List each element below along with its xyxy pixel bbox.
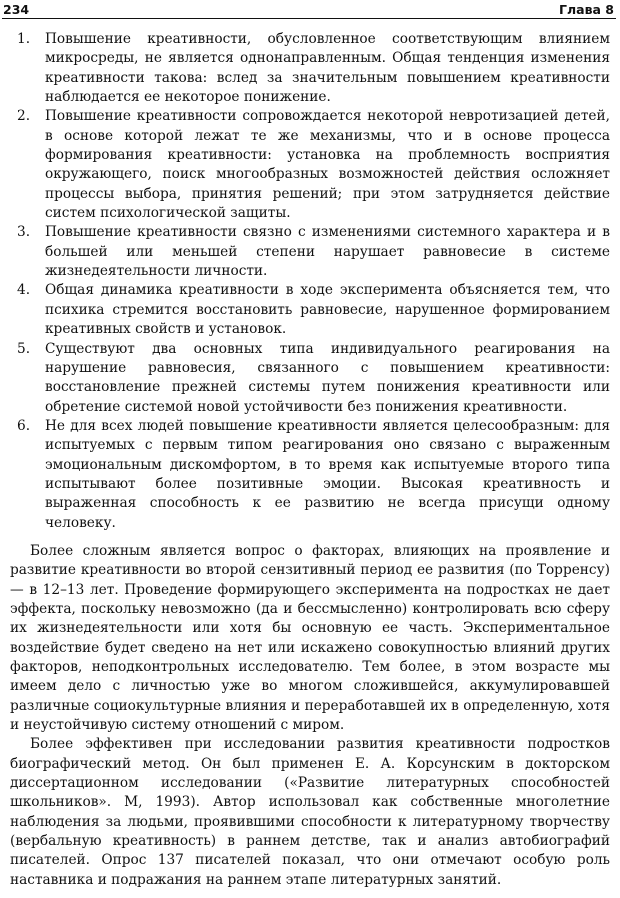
body-text bbox=[10, 30, 610, 890]
list-item-number: 6. bbox=[17, 417, 31, 434]
body-paragraph: Более сложным является вопрос о факторах, влияющих на проявление и развитие креативности во второй сензитивный период ее развития (по Торренсу) — в 12–13 лет. Проведение формирующего эксперимента на подростках не дает эффекта, поскольку невозможно (да и бессмысленно) контролировать всю сферу их жизнедеятельности или хотя бы основную ее часть. Экспериментальное воздействие будет сведено на нет или искажено совокупностью влияний других факторов, неподконтрольных исследователю. Тем более, в этом возрасте мы имеем дело с личностью уже во многом сложившейся, аккумулировавшей различные социокультурные влияния и переработавшей их в определенную, хотя и неустойчивую систему отношений с миром. bbox=[10, 542, 610, 734]
list-item-number: 1. bbox=[17, 31, 31, 47]
body-paragraph: Более эффективен при исследовании развития креативности подростков биографический метод. Он был применен Е. А. Корсунским в докторском диссертационном исследовании («Развитие литературных способностей школьников». М, 1993). Автор использовал как собственные многолетние наблюдения за людьми, проявившими способности к литературному творчеству (вербальную креативность) в раннем детстве, так и анализ автобиографий писателей. Опрос 137 писателей показал, что они отмечают особую роль наставника и подражания на раннем этапе литературных занятий. bbox=[10, 736, 610, 888]
list-item-number: 4. bbox=[17, 282, 31, 299]
list-item-text: Повышение креативности сопровождается некоторой невротизацией детей, в основе которой лежат те же механизмы, что и в основе процесса формирования креативности: установка на проблемность восприятия окружающего, поиск многообразных возможностей действия осложняет процессы выбора, принятия решений; при этом затрудняется действие систем психологической защиты. bbox=[45, 108, 610, 222]
page-number: 234 bbox=[3, 2, 30, 17]
list-item-number: 5. bbox=[17, 340, 31, 357]
page-header bbox=[3, 2, 614, 18]
list-item bbox=[10, 417, 610, 533]
list-item bbox=[10, 223, 610, 281]
header-rule bbox=[2, 18, 616, 19]
list-item-text: Общая динамика креативности в ходе эксперимента объясняется тем, что психика стремится восстановить равновесие, нарушенное формированием креативных свойств и установок. bbox=[45, 282, 610, 338]
list-item-text: Существуют два основных типа индивидуального реагирования на нарушение равновесия, связанного с повышением креативности: восстановление прежней системы путем понижения креативности или обретение системой новой устойчивости без понижения креативности. bbox=[45, 340, 610, 415]
list-item bbox=[10, 281, 610, 339]
numbered-list bbox=[10, 30, 610, 533]
list-item-number: 2. bbox=[17, 108, 31, 125]
list-item bbox=[10, 340, 610, 417]
list-item-number: 3. bbox=[17, 224, 31, 241]
list-item-text: Повышение креативности, обусловленное соответствующим влиянием микросреды, не является однонаправленным. Общая тенденция изменения креативности такова: вслед за значительным повышением креативности наблюдается ее некоторое понижение. bbox=[45, 31, 610, 106]
chapter-running-head: Глава 8 bbox=[559, 2, 614, 17]
list-item bbox=[10, 107, 610, 223]
list-item bbox=[10, 30, 610, 107]
list-item-text: Не для всех людей повышение креативности является целесообразным: для испытуемых с первым типом реагирования оно связано с выраженным эмоциональным дискомфортом, в то время как испытуемые второго типа испытывают более позитивные эмоции. Высокая креативность и выраженная способность к ее развитию не всегда присущи одному человеку. bbox=[45, 417, 610, 531]
list-item-text: Повышение креативности связно с изменениями системного характера и в большей или меньшей степени нарушает равновесие в системе жизнедеятельности личности. bbox=[45, 224, 610, 280]
